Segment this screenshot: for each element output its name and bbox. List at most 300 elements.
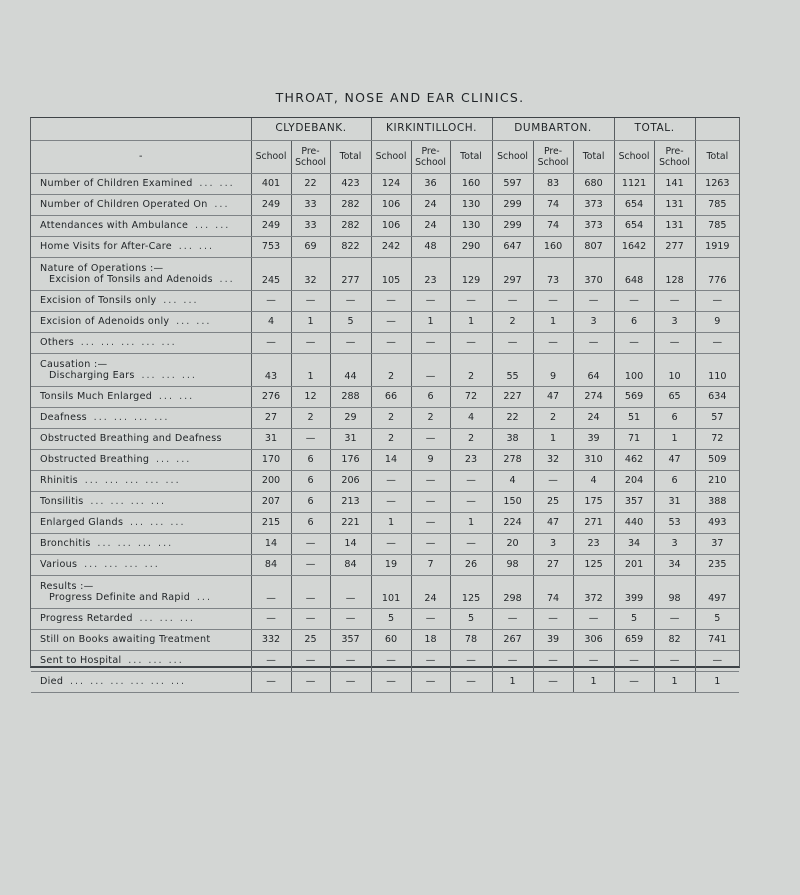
value-cell: 12 [291,386,330,407]
value-cell: 297 [492,257,533,290]
value-cell: 249 [251,194,291,215]
sub-header-1: Pre- School [291,140,330,173]
value-cell: 807 [573,236,614,257]
table-row [31,533,739,554]
row-label [31,173,251,194]
value-cell: — [291,608,330,629]
leader-dots: ... ... ... [128,655,184,666]
leader-dots: ... ... [199,178,235,189]
value-cell: 24 [411,194,450,215]
leader-dots: ... ... [163,295,199,306]
row-label [31,311,251,332]
value-cell: 401 [251,173,291,194]
value-cell: 274 [573,386,614,407]
value-cell: 1642 [614,236,654,257]
value-cell: 373 [573,194,614,215]
value-cell: — [654,332,695,353]
value-cell: 399 [614,575,654,608]
value-cell: 2 [291,407,330,428]
value-cell: 5 [695,608,739,629]
value-cell: 278 [492,449,533,470]
group-header-kirkintilloch: KIRKINTILLOCH. [371,118,492,140]
leader-dots: ... ... ... [129,517,186,528]
row-label-text: Deafness [40,412,87,423]
value-cell: 83 [533,173,573,194]
value-cell: — [411,650,450,671]
value-cell: — [291,428,330,449]
table-body [31,173,739,692]
row-label [31,554,251,575]
value-cell: 160 [533,236,573,257]
value-cell: — [411,290,450,311]
value-cell: — [450,650,492,671]
value-cell: — [533,608,573,629]
table-row [31,449,739,470]
value-cell: 648 [614,257,654,290]
value-cell: 105 [371,257,411,290]
value-cell: 84 [251,554,291,575]
value-cell: 2 [371,407,411,428]
group-header-dumbarton: DUMBARTON. [492,118,614,140]
section-heading: Causation :— [40,358,108,370]
value-cell: — [411,353,450,386]
value-cell: — [654,290,695,311]
row-label [31,470,251,491]
value-cell: 2 [371,353,411,386]
value-cell: 55 [492,353,533,386]
value-cell: 14 [251,533,291,554]
value-cell: 74 [533,215,573,236]
leader-dots: ... ... ... [141,369,197,381]
value-cell: 5 [450,608,492,629]
value-cell: 3 [654,311,695,332]
value-cell: 753 [251,236,291,257]
value-cell: — [614,290,654,311]
value-cell: 509 [695,449,739,470]
value-cell: 282 [330,194,371,215]
row-label-text: Others [40,337,75,348]
row-label-text: Excision of Tonsils only [40,295,157,306]
value-cell: 5 [614,608,654,629]
row-label-text: Tonsils Much Enlarged [40,391,153,402]
value-cell: 175 [573,491,614,512]
value-cell: — [411,491,450,512]
row-label-text: Number of Children Operated On [40,199,208,210]
value-cell: 1 [492,671,533,692]
table-row [31,173,739,194]
value-cell: — [411,470,450,491]
value-cell: 3 [654,533,695,554]
value-cell: — [251,575,291,608]
value-cell: 2 [371,428,411,449]
value-cell: 25 [533,491,573,512]
value-cell: — [533,671,573,692]
value-cell: 4 [573,470,614,491]
value-cell: — [330,650,371,671]
group-header-blank [695,118,739,140]
row-label [31,194,251,215]
value-cell: 1 [371,512,411,533]
value-cell: 64 [573,353,614,386]
value-cell: 357 [614,491,654,512]
value-cell: 213 [330,491,371,512]
value-cell: 6 [614,311,654,332]
value-cell: — [291,332,330,353]
value-cell: 6 [291,449,330,470]
value-cell: 5 [371,608,411,629]
row-label-text: Home Visits for After-Care [40,241,173,252]
value-cell: 634 [695,386,739,407]
sub-header-5: Total [450,140,492,173]
value-cell: 4 [251,311,291,332]
value-cell: — [533,290,573,311]
value-cell: 29 [330,407,371,428]
value-cell: 1 [291,311,330,332]
value-cell: 332 [251,629,291,650]
row-label [31,353,251,386]
table-row [31,194,739,215]
row-label-text: Discharging Ears [49,369,135,381]
value-cell: — [411,512,450,533]
value-cell: 3 [573,311,614,332]
value-cell: 73 [533,257,573,290]
value-cell: 25 [291,629,330,650]
value-cell: 310 [573,449,614,470]
value-cell: 4 [450,407,492,428]
value-cell: — [695,290,739,311]
value-cell: 65 [654,386,695,407]
section-heading: Nature of Operations :— [40,262,164,274]
value-cell: — [251,650,291,671]
leader-dots: ... ... [194,220,231,231]
value-cell: — [695,332,739,353]
value-cell: 69 [291,236,330,257]
row-label-text: Progress Definite and Rapid [49,591,191,603]
value-cell: 298 [492,575,533,608]
row-label-text: Progress Retarded [40,613,133,624]
value-cell: 245 [251,257,291,290]
value-cell: — [573,332,614,353]
value-cell: 659 [614,629,654,650]
value-cell: 1 [654,671,695,692]
row-label-text: Bronchitis [40,538,91,549]
sub-header-10: Pre- School [654,140,695,173]
value-cell: 31 [251,428,291,449]
value-cell: 299 [492,215,533,236]
value-cell: 2 [533,407,573,428]
row-label [31,608,251,629]
value-cell: 242 [371,236,411,257]
group-header-total: TOTAL. [614,118,695,140]
value-cell: 462 [614,449,654,470]
value-cell: — [251,290,291,311]
value-cell: 370 [573,257,614,290]
value-cell: 9 [411,449,450,470]
leader-dots: ... ... [155,454,192,465]
value-cell: 249 [251,215,291,236]
value-cell: — [492,650,533,671]
value-cell: 101 [371,575,411,608]
value-cell: 124 [371,173,411,194]
value-cell: — [291,533,330,554]
value-cell: 14 [330,533,371,554]
value-cell: 785 [695,215,739,236]
value-cell: — [614,650,654,671]
value-cell: 1 [411,311,450,332]
value-cell: 215 [251,512,291,533]
value-cell: 141 [654,173,695,194]
value-cell: 53 [654,512,695,533]
value-cell: 131 [654,194,695,215]
value-cell: — [371,491,411,512]
sub-header-row [31,140,739,173]
value-cell: 106 [371,215,411,236]
value-cell: — [330,290,371,311]
row-label-text: Number of Children Examined [40,178,193,189]
value-cell: — [573,650,614,671]
value-cell: 27 [533,554,573,575]
value-cell: 1 [695,671,739,692]
value-cell: 207 [251,491,291,512]
value-cell: 1 [450,311,492,332]
value-cell: 654 [614,194,654,215]
value-cell: 1121 [614,173,654,194]
leader-dots: ... [196,591,213,603]
group-header-clydebank: CLYDEBANK. [251,118,371,140]
value-cell: — [371,290,411,311]
value-cell: 277 [654,236,695,257]
value-cell: 201 [614,554,654,575]
value-cell: — [291,650,330,671]
value-cell: 1 [533,428,573,449]
value-cell: 33 [291,215,330,236]
value-cell: — [654,608,695,629]
row-label-text: Obstructed Breathing [40,454,150,465]
value-cell: 176 [330,449,371,470]
table-row [31,650,739,671]
value-cell: 1 [291,353,330,386]
value-cell: 776 [695,257,739,290]
value-cell: — [371,470,411,491]
value-cell: — [533,470,573,491]
row-label-text: Obstructed Breathing and Deafness [40,433,222,444]
value-cell: — [251,332,291,353]
value-cell: — [291,554,330,575]
value-cell: 74 [533,575,573,608]
section-heading: Results :— [40,580,94,592]
row-label [31,386,251,407]
value-cell: 6 [411,386,450,407]
value-cell: 10 [654,353,695,386]
group-header-row [31,118,739,140]
value-cell: 493 [695,512,739,533]
value-cell: 128 [654,257,695,290]
value-cell: — [411,533,450,554]
row-label [31,491,251,512]
row-label [31,332,251,353]
value-cell: 288 [330,386,371,407]
value-cell: 822 [330,236,371,257]
clinic-statistics-table [31,118,739,693]
value-cell: 31 [654,491,695,512]
row-label [31,449,251,470]
value-cell: 39 [533,629,573,650]
row-label-text: Rhinitis [40,475,78,486]
value-cell: — [450,491,492,512]
value-cell: 51 [614,407,654,428]
value-cell: 373 [573,215,614,236]
value-cell: — [654,650,695,671]
table-row [31,671,739,692]
value-cell: — [291,575,330,608]
row-label [31,236,251,257]
row-label-text: Enlarged Glands [40,517,124,528]
value-cell: 31 [330,428,371,449]
value-cell: — [450,533,492,554]
row-label-text: Died [40,676,64,687]
table-row [31,629,739,650]
sub-header-0: School [251,140,291,173]
sub-header-11: Total [695,140,739,173]
value-cell: 680 [573,173,614,194]
value-cell: 72 [450,386,492,407]
sub-header-9: School [614,140,654,173]
value-cell: 66 [371,386,411,407]
leader-dots: ... [214,199,230,210]
value-cell: 98 [654,575,695,608]
row-label-text: Attendances with Ambulance [40,220,189,231]
value-cell: 9 [533,353,573,386]
value-cell: — [291,290,330,311]
row-label [31,575,251,608]
row-label [31,533,251,554]
value-cell: 357 [330,629,371,650]
value-cell: — [371,332,411,353]
row-label [31,215,251,236]
value-cell: — [450,290,492,311]
value-cell: 18 [411,629,450,650]
value-cell: 32 [533,449,573,470]
value-cell: 388 [695,491,739,512]
table-row [31,215,739,236]
table-row [31,491,739,512]
leader-dots: ... ... ... [139,613,195,624]
value-cell: — [411,428,450,449]
value-cell: 282 [330,215,371,236]
value-cell: 2 [492,311,533,332]
value-cell: — [533,650,573,671]
value-cell: 2 [450,353,492,386]
table-row [31,311,739,332]
value-cell: 129 [450,257,492,290]
value-cell: — [371,671,411,692]
sub-header-7: Pre- School [533,140,573,173]
value-cell: 24 [411,215,450,236]
page-title: THROAT, NOSE AND EAR CLINICS. [275,90,525,105]
value-cell: 306 [573,629,614,650]
table-row [31,407,739,428]
value-cell: 1 [654,428,695,449]
value-cell: 125 [573,554,614,575]
value-cell: 34 [654,554,695,575]
value-cell: 125 [450,575,492,608]
table-row [31,290,739,311]
value-cell: 276 [251,386,291,407]
value-cell: 9 [695,311,739,332]
value-cell: 7 [411,554,450,575]
value-cell: 48 [411,236,450,257]
value-cell: — [330,608,371,629]
value-cell: 200 [251,470,291,491]
value-cell: 170 [251,449,291,470]
value-cell: 497 [695,575,739,608]
value-cell: — [450,332,492,353]
row-label-text: Various [40,559,78,570]
value-cell: 131 [654,215,695,236]
value-cell: 71 [614,428,654,449]
value-cell: 221 [330,512,371,533]
table-row [31,386,739,407]
value-cell: — [330,671,371,692]
row-label [31,629,251,650]
value-cell: — [492,290,533,311]
value-cell: 4 [492,470,533,491]
value-cell: — [411,608,450,629]
sub-header-2: Total [330,140,371,173]
corner-cell [31,118,251,140]
value-cell: 39 [573,428,614,449]
table-row [31,257,739,290]
value-cell: 37 [695,533,739,554]
leader-dots: ... ... ... ... [93,412,170,423]
row-label [31,290,251,311]
value-cell: 3 [533,533,573,554]
leader-dots: ... ... [176,316,212,327]
value-cell: 78 [450,629,492,650]
value-cell: 6 [291,470,330,491]
value-cell: — [695,650,739,671]
value-cell: 44 [330,353,371,386]
row-label-text: Excision of Tonsils and Adenoids [49,273,213,285]
value-cell: 23 [573,533,614,554]
value-cell: — [573,608,614,629]
table-row [31,470,739,491]
row-label [31,650,251,671]
leader-dots: ... ... ... ... ... ... [69,676,187,687]
value-cell: 22 [492,407,533,428]
value-cell: 290 [450,236,492,257]
value-cell: 277 [330,257,371,290]
value-cell: 1919 [695,236,739,257]
sub-header-8: Total [573,140,614,173]
value-cell: — [371,650,411,671]
value-cell: 100 [614,353,654,386]
leader-dots: ... ... ... ... [84,559,160,570]
value-cell: — [573,290,614,311]
row-label-text: Excision of Adenoids only [40,316,170,327]
value-cell: 74 [533,194,573,215]
value-cell: 43 [251,353,291,386]
leader-dots: ... ... [158,391,195,402]
value-cell: 6 [291,512,330,533]
row-label-text: Still on Books awaiting Treatment [40,634,211,645]
value-cell: 130 [450,215,492,236]
value-cell: — [614,332,654,353]
value-cell: 22 [291,173,330,194]
value-cell: 150 [492,491,533,512]
value-cell: 130 [450,194,492,215]
value-cell: 106 [371,194,411,215]
